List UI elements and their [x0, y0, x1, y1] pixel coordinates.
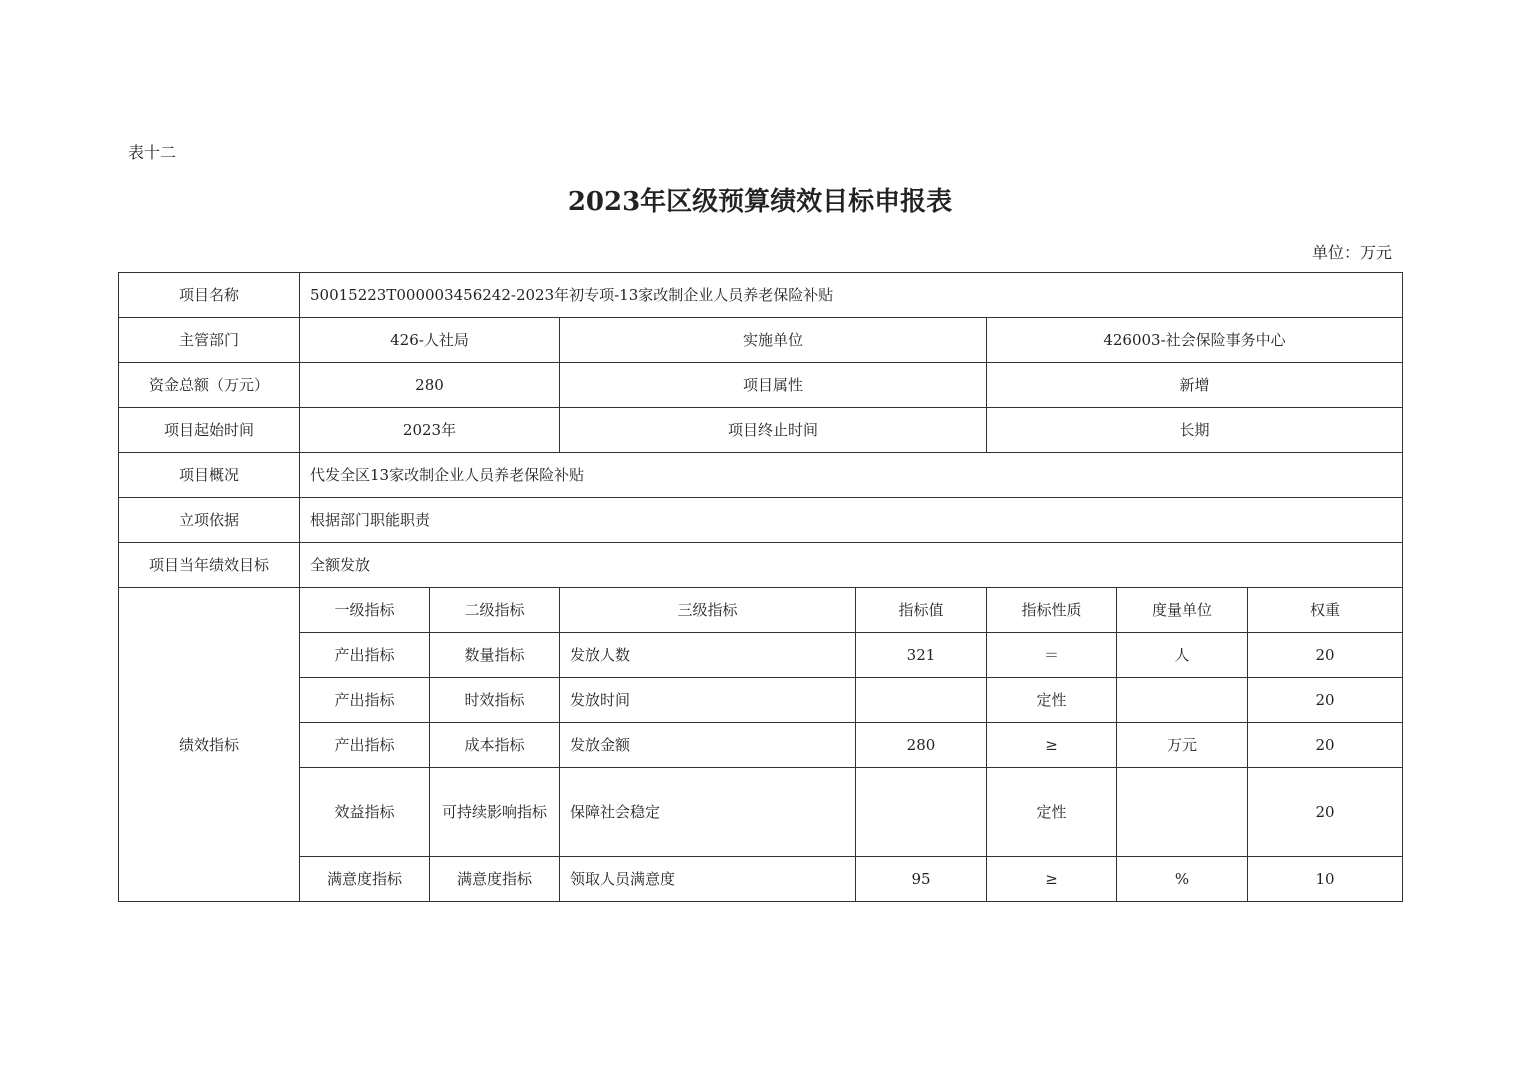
nature-cell: ≥ — [987, 857, 1117, 902]
value-cell: 280 — [856, 723, 987, 768]
unit-cell: % — [1117, 857, 1248, 902]
indicator-row — [119, 768, 1403, 857]
level1-cell: 产出指标 — [300, 678, 430, 723]
nature-cell: ≥ — [987, 723, 1117, 768]
table-row — [119, 273, 1403, 318]
header-value: 指标值 — [856, 588, 987, 633]
value-cell: 95 — [856, 857, 987, 902]
nature-cell: 定性 — [987, 768, 1117, 857]
header-level3: 三级指标 — [560, 588, 856, 633]
end-label: 项目终止时间 — [560, 408, 987, 453]
header-unit: 度量单位 — [1117, 588, 1248, 633]
indicator-section-label: 绩效指标 — [119, 588, 300, 902]
start-label: 项目起始时间 — [119, 408, 300, 453]
level3-cell: 保障社会稳定 — [560, 768, 856, 857]
funds-value: 280 — [300, 363, 560, 408]
basis-label: 立项依据 — [119, 498, 300, 543]
weight-cell: 20 — [1248, 678, 1403, 723]
indicator-row — [119, 678, 1403, 723]
unit-cell: 万元 — [1117, 723, 1248, 768]
level1-cell: 产出指标 — [300, 723, 430, 768]
impl-label: 实施单位 — [560, 318, 987, 363]
overview-label: 项目概况 — [119, 453, 300, 498]
unit-label: 单位：万元 — [1311, 243, 1392, 262]
value-cell: 321 — [856, 633, 987, 678]
goal-value: 全额发放 — [300, 543, 1403, 588]
header-level2: 二级指标 — [430, 588, 560, 633]
value-cell — [856, 768, 987, 857]
table-row — [119, 498, 1403, 543]
attr-label: 项目属性 — [560, 363, 987, 408]
level1-cell: 满意度指标 — [300, 857, 430, 902]
level1-cell: 效益指标 — [300, 768, 430, 857]
overview-value: 代发全区13家改制企业人员养老保险补贴 — [300, 453, 1403, 498]
attr-value: 新增 — [987, 363, 1403, 408]
report-table — [118, 272, 1403, 902]
level3-cell: 发放时间 — [560, 678, 856, 723]
level3-cell: 发放人数 — [560, 633, 856, 678]
header-weight: 权重 — [1248, 588, 1403, 633]
indicator-header-row — [119, 588, 1403, 633]
indicator-row — [119, 723, 1403, 768]
level3-cell: 发放金额 — [560, 723, 856, 768]
funds-label: 资金总额（万元） — [119, 363, 300, 408]
project-name-value: 50015223T000003456242-2023年初专项-13家改制企业人员养老保险补贴 — [300, 273, 1403, 318]
level2-cell — [430, 768, 560, 857]
project-name-label: 项目名称 — [119, 273, 300, 318]
level2-cell: 成本指标 — [430, 723, 560, 768]
table-row — [119, 318, 1403, 363]
indicator-row — [119, 633, 1403, 678]
weight-cell: 20 — [1248, 768, 1403, 857]
header-level1: 一级指标 — [300, 588, 430, 633]
basis-value: 根据部门职能职责 — [300, 498, 1403, 543]
weight-cell: 20 — [1248, 633, 1403, 678]
table-number: 表十二 — [128, 143, 177, 162]
nature-cell: 定性 — [987, 678, 1117, 723]
table-row — [119, 363, 1403, 408]
table-row — [119, 543, 1403, 588]
level2-cell: 时效指标 — [430, 678, 560, 723]
weight-cell: 10 — [1248, 857, 1403, 902]
goal-label: 项目当年绩效目标 — [119, 543, 300, 588]
page-title: 2023年区级预算绩效目标申报表 — [567, 187, 953, 217]
table-row — [119, 408, 1403, 453]
impl-value: 426003-社会保险事务中心 — [987, 318, 1403, 363]
level2-cell: 数量指标 — [430, 633, 560, 678]
end-value: 长期 — [987, 408, 1403, 453]
level2-wrapped-text: 可持续影响指标 — [441, 803, 547, 821]
level2-cell: 满意度指标 — [430, 857, 560, 902]
unit-cell — [1117, 768, 1248, 857]
header-nature: 指标性质 — [987, 588, 1117, 633]
start-value: 2023年 — [300, 408, 560, 453]
level3-cell: 领取人员满意度 — [560, 857, 856, 902]
level1-cell: 产出指标 — [300, 633, 430, 678]
indicator-row — [119, 857, 1403, 902]
nature-cell: ＝ — [987, 633, 1117, 678]
value-cell — [856, 678, 987, 723]
dept-label: 主管部门 — [119, 318, 300, 363]
weight-cell: 20 — [1248, 723, 1403, 768]
dept-value: 426-人社局 — [300, 318, 560, 363]
table-row — [119, 453, 1403, 498]
unit-cell — [1117, 678, 1248, 723]
unit-cell: 人 — [1117, 633, 1248, 678]
